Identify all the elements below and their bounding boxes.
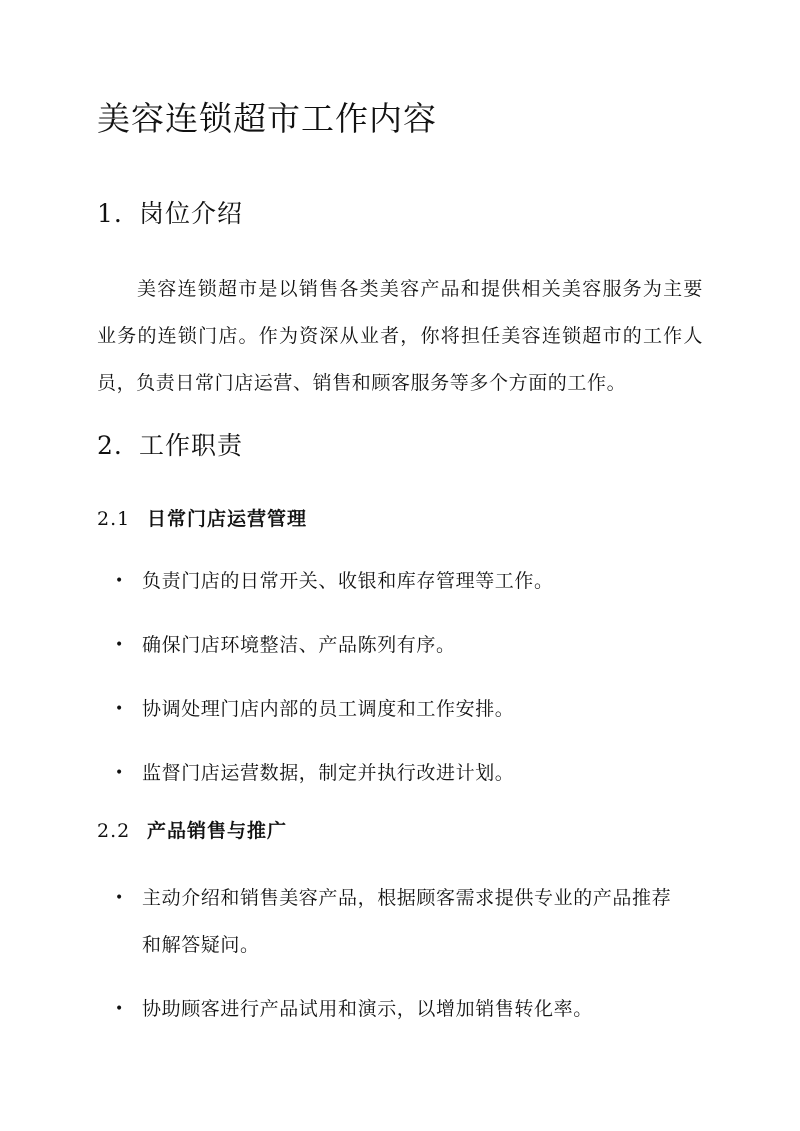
list-item	[115, 875, 690, 969]
bullet-icon: •	[115, 890, 124, 906]
subsection-number: 2.2	[97, 820, 131, 842]
subsection-heading-2-2	[97, 817, 287, 845]
section-heading-1	[97, 196, 243, 232]
section-heading-2	[97, 428, 243, 464]
list-item	[115, 686, 690, 733]
bullet-icon: •	[115, 701, 124, 717]
subsection-number: 2.1	[97, 508, 131, 530]
bullet-icon: •	[115, 765, 124, 781]
list-item-text: 确保门店环境整洁、产品陈列有序。	[142, 634, 456, 656]
list-item-text: 负责门店的日常开关、收银和库存管理等工作。	[142, 570, 554, 592]
list-item-text: 协调处理门店内部的员工调度和工作安排。	[142, 698, 515, 720]
list-item-text: 监督门店运营数据，制定并执行改进计划。	[142, 762, 515, 784]
intro-paragraph: 美容连锁超市是以销售各类美容产品和提供相关美容服务为主要业务的连锁门店。作为资深从业者，你将担任美容连锁超市的工作人员，负责日常门店运营、销售和顾客服务等多个方面的工作。	[97, 278, 703, 394]
document-title: 美容连锁超市工作内容	[97, 99, 437, 138]
bullet-icon: •	[115, 573, 124, 589]
subsection-title: 日常门店运营管理	[147, 508, 308, 530]
section-number: 2.	[97, 431, 123, 460]
list-item	[115, 622, 690, 669]
list-item-text: 主动介绍和销售美容产品，根据顾客需求提供专业的产品推荐和解答疑问。	[142, 887, 672, 956]
list-item	[115, 986, 690, 1033]
list-item	[115, 558, 690, 605]
list-item-text: 协助顾客进行产品试用和演示，以增加销售转化率。	[142, 998, 593, 1020]
list-item	[115, 750, 690, 797]
section-number: 1.	[97, 199, 123, 228]
section-title: 工作职责	[139, 431, 244, 460]
section-title: 岗位介绍	[139, 199, 244, 228]
bullet-icon: •	[115, 637, 124, 653]
bullet-icon: •	[115, 1001, 124, 1017]
subsection-title: 产品销售与推广	[147, 820, 288, 842]
subsection-heading-2-1	[97, 505, 307, 533]
